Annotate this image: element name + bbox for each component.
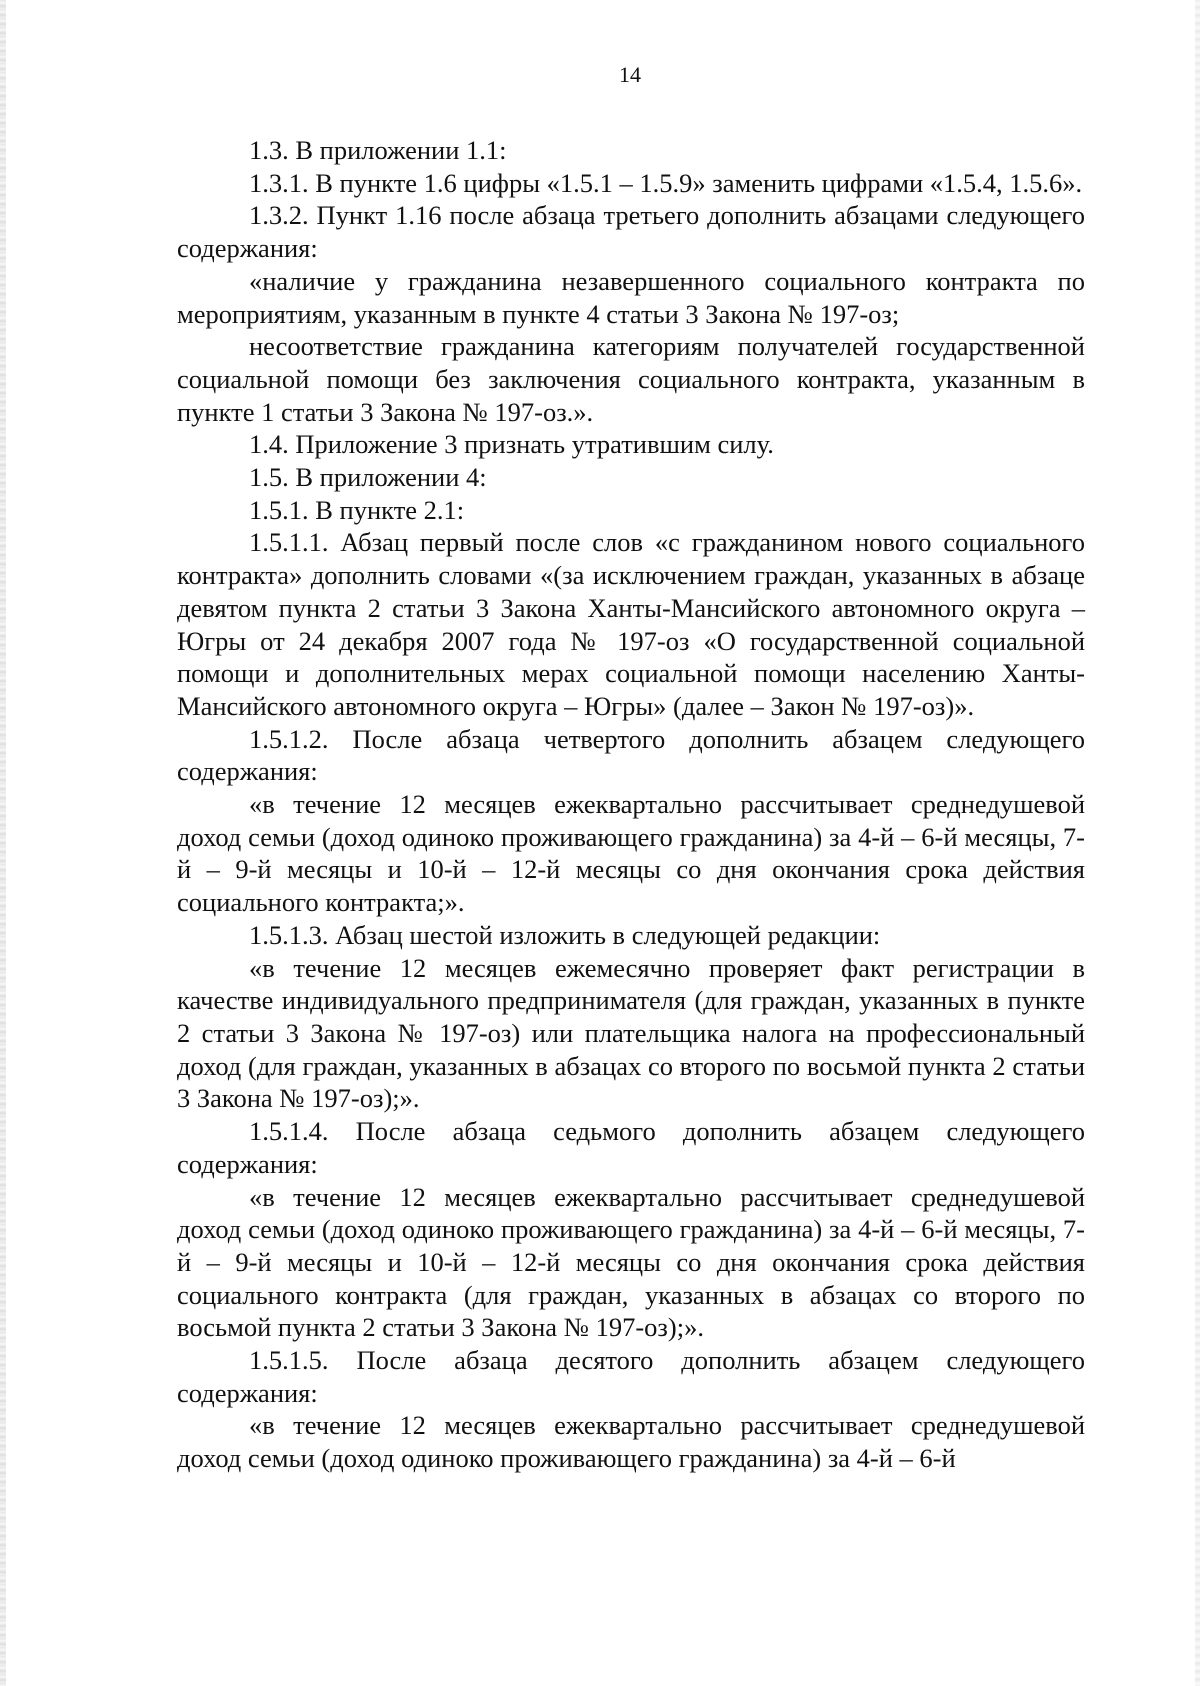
paragraph: 1.5.1.5. После абзаца десятого дополнить абзацем следующего содержания: bbox=[177, 1345, 1085, 1408]
paragraph: 1.5.1. В пункте 2.1: bbox=[249, 494, 465, 525]
paragraph: «наличие у гражданина незавершенного социального контракта по мероприятиям, указанным в пункте 4 статьи 3 Закона № 197-оз; bbox=[177, 265, 1085, 329]
scan-edge-left bbox=[0, 0, 6, 1686]
paragraph: 1.5.1.2. После абзаца четвертого дополнить абзацем следующего содержания: bbox=[177, 723, 1085, 787]
document-body bbox=[177, 134, 1085, 1475]
paragraph: 1.5.1.4. После абзаца седьмого дополнить абзацем следующего содержания: bbox=[177, 1116, 1085, 1179]
paragraph: «в течение 12 месяцев ежеквартально рассчитывает среднедушевой доход семьи (доход одиноко проживающего гражданина) за 4-й – 6-й месяцы, 7-й – 9-й месяцы и 10-й – 12-й месяцы со дня окончания срока действия социального контракта (для граждан, указанных в абзацах со второго по восьмой пункта 2 статьи 3 Закона № 197-оз);». bbox=[177, 1181, 1085, 1343]
paragraph: «в течение 12 месяцев ежеквартально рассчитывает среднедушевой доход семьи (доход одиноко проживающего гражданина) за 4-й – 6-й bbox=[177, 1410, 1085, 1474]
paragraph: 1.3.1. В пункте 1.6 цифры «1.5.1 – 1.5.9» заменить цифрами «1.5.4, 1.5.6». bbox=[249, 167, 1083, 198]
paragraph: «в течение 12 месяцев ежеквартально рассчитывает среднедушевой доход семьи (доход одиноко проживающего гражданина) за 4-й – 6-й месяцы, 7-й – 9-й месяцы и 10-й – 12-й месяцы со дня окончания срока действия социального контракта;». bbox=[177, 789, 1085, 918]
paragraph: 1.5.1.3. Абзац шестой изложить в следующей редакции: bbox=[249, 919, 881, 950]
paragraph: 1.5. В приложении 4: bbox=[249, 462, 487, 493]
scan-edge-right bbox=[1195, 0, 1200, 1686]
page-number: 14 bbox=[619, 62, 641, 87]
paragraph: «в течение 12 месяцев ежемесячно проверяет факт регистрации в качестве индивидуального предпринимателя (для граждан, указанных в пункте 2 статьи 3 Закона № 197-оз) или плательщика налога на профессиональный доход (для граждан, указанных в абзацах со второго по восьмой пункта 2 статьи 3 Закона № 197-оз);». bbox=[177, 952, 1085, 1114]
paragraph: 1.4. Приложение 3 признать утратившим силу. bbox=[249, 429, 774, 460]
paragraph: 1.5.1.1. Абзац первый после слов «с гражданином нового социального контракта» дополнить словами «(за исключением граждан, указанных в абзаце девятом пункта 2 статьи 3 Закона Ханты-Мансийского автономного округа – Югры от 24 декабря 2007 года № 197-оз «О государственной социальной помощи и дополнительных мерах социальной помощи населению Ханты-Мансийского автономного округа – Югры» (далее – Закон № 197-оз)». bbox=[177, 527, 1085, 721]
paragraph: 1.3. В приложении 1.1: bbox=[249, 135, 507, 165]
paragraph: 1.3.2. Пункт 1.16 после абзаца третьего дополнить абзацами следующего содержания: bbox=[177, 200, 1085, 264]
paragraph: несоответствие гражданина категориям получателей государственной социальной помощи без заключения социального контракта, указанным в пункте 1 статьи 3 Закона № 197-оз.». bbox=[177, 331, 1085, 427]
